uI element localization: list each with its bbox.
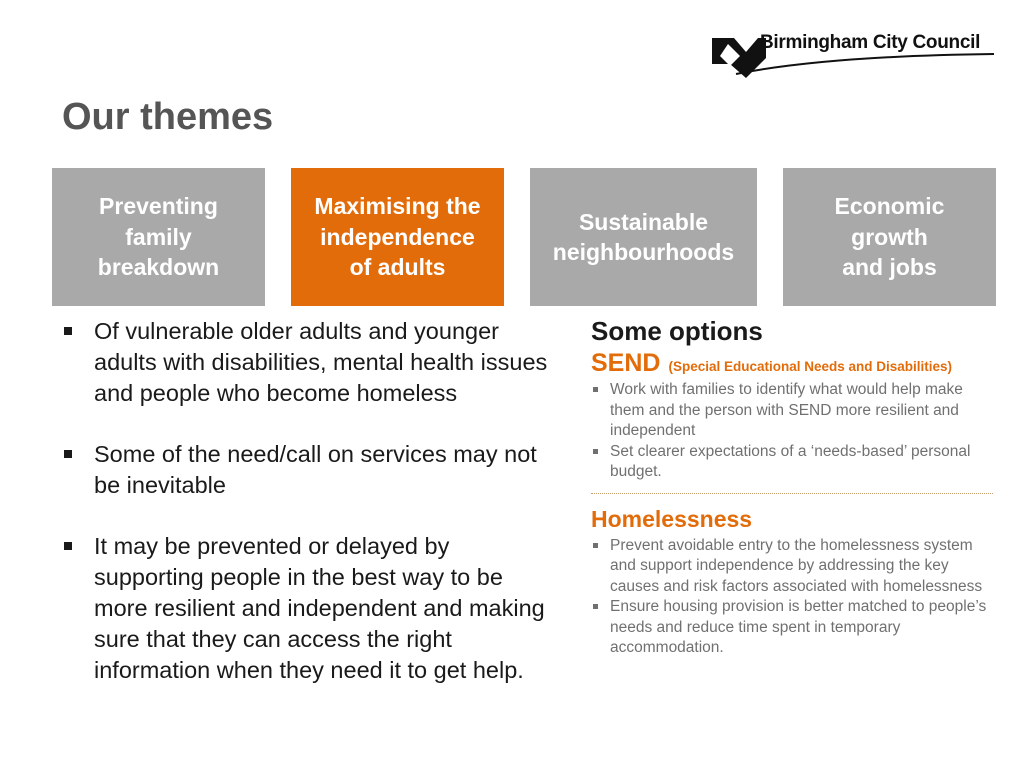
list-item-text: Of vulnerable older adults and younger adults with disabilities, mental health issues and people who become homeless	[94, 318, 548, 406]
homelessness-list	[591, 536, 993, 659]
options-panel	[591, 314, 993, 659]
theme-label: Preventing family breakdown	[97, 193, 220, 281]
list-item	[62, 439, 552, 501]
square-bullet-icon	[64, 327, 72, 335]
list-item-text: It may be prevented or delayed by supporting people in the best way to be more resilient and independent and making sure that they can access the right information when they need it to get help.	[94, 533, 545, 683]
section-divider	[591, 493, 993, 494]
homelessness-title: Homelessness	[591, 505, 753, 532]
send-heading-row	[591, 348, 993, 378]
list-item	[591, 380, 993, 442]
list-item-text: Prevent avoidable entry to the homelessness system and support independence by addressing the key causes and risk factors associated with homelessness	[610, 536, 983, 595]
list-item	[62, 531, 552, 686]
theme-label: Maximising the independence of adults	[314, 193, 481, 281]
square-bullet-icon	[593, 543, 598, 548]
square-bullet-icon	[593, 604, 598, 609]
square-bullet-icon	[64, 450, 72, 458]
options-heading: Some options	[591, 316, 763, 346]
send-subtitle: (Special Educational Needs and Disabilities)	[668, 359, 953, 374]
square-bullet-icon	[64, 542, 72, 550]
list-item	[591, 536, 993, 598]
list-item	[591, 442, 993, 483]
theme-box-maximising-independence[interactable]	[291, 168, 504, 306]
org-name: Birmingham City Council	[760, 32, 981, 53]
list-item-text: Set clearer expectations of a ‘needs-based’ personal budget.	[610, 442, 971, 480]
square-bullet-icon	[593, 449, 598, 454]
theme-box-preventing-family-breakdown[interactable]	[52, 168, 265, 306]
list-item-text: Ensure housing provision is better matched to people’s needs and reduce time spent in temporary accommodation.	[610, 598, 987, 656]
left-bullet-list	[62, 316, 552, 716]
send-list	[591, 380, 993, 483]
theme-label: Sustainable neighbourhoods	[552, 208, 735, 265]
theme-box-economic-growth[interactable]	[783, 168, 996, 306]
list-item	[591, 597, 993, 659]
list-item	[62, 316, 552, 409]
list-item-text: Some of the need/call on services may not be inevitable	[94, 441, 537, 498]
square-bullet-icon	[593, 387, 598, 392]
send-title: SEND	[591, 349, 661, 377]
theme-label: Economic growth and jobs	[834, 193, 945, 281]
list-item-text: Work with families to identify what would help make them and the person with SEND more resilient and independent	[610, 381, 963, 439]
page-title: Our themes	[62, 96, 274, 138]
theme-box-sustainable-neighbourhoods[interactable]	[530, 168, 757, 306]
